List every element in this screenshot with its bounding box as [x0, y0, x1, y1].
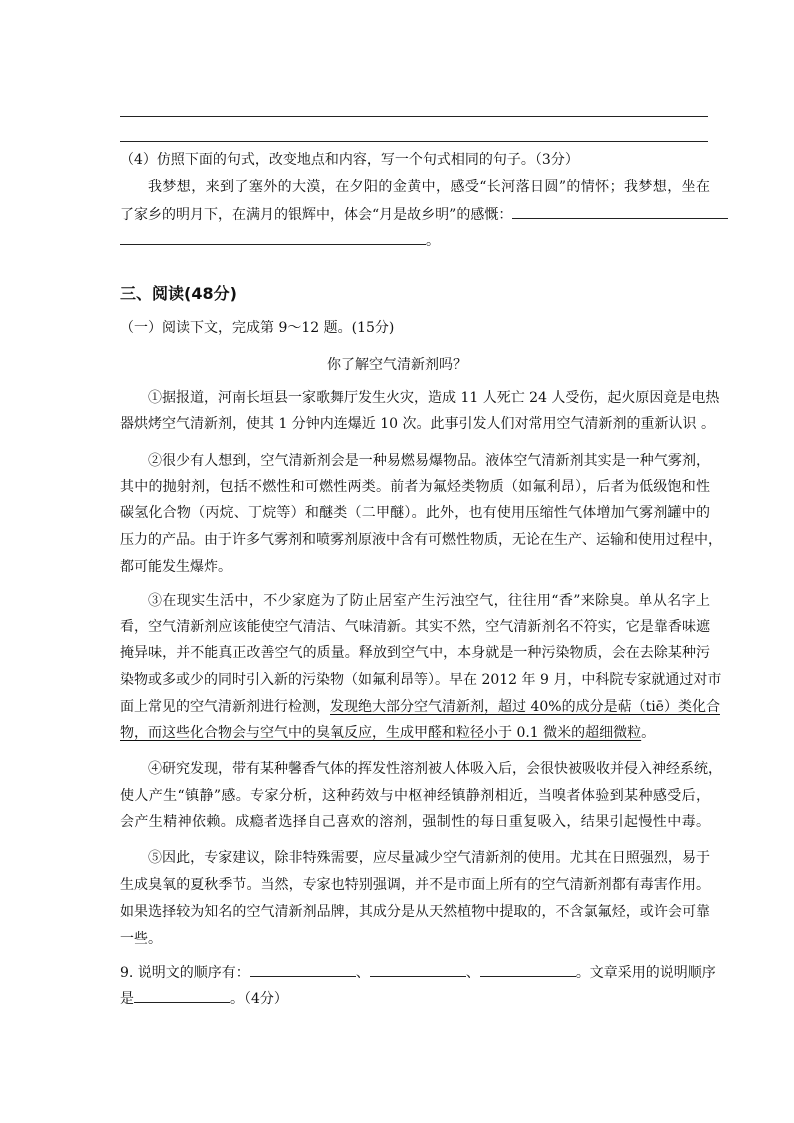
- q9-line-2: [120, 988, 710, 1012]
- p2-line-3: 碳氢化合物（丙烷、丁烷等）和醚类（二甲醚）。此外，也有使用压缩性气体增加气雾剂罐中的: [120, 505, 710, 521]
- q9-blank-2[interactable]: [370, 962, 466, 977]
- answer-line-1: [120, 116, 708, 117]
- q4-answer-line-3: [120, 230, 710, 254]
- p3-underlined-sentence-part-1: 发现绝大部分空气清新剂，超过 40%的成分是萜（tiē）类化合: [330, 699, 720, 715]
- p5-line-4: 一些。: [120, 931, 162, 947]
- part1-instruction: （一）阅读下文，完成第 9～12 题。(15分): [120, 320, 395, 336]
- q9-line-1: [120, 962, 716, 986]
- q4-example-line-2: [120, 204, 710, 228]
- q4-example-line-1: 我梦想，来到了塞外的大漠，在夕阳的金黄中，感受“长河落日圆”的情怀；我梦想，坐在: [148, 179, 710, 195]
- p2-line-1: ②很少有人想到，空气清新剂会是一种易燃易爆物品。液体空气清新剂其实是一种气雾剂，: [148, 453, 710, 469]
- p3-line-5: [120, 697, 720, 721]
- answer-line-2: [120, 141, 708, 142]
- p3-line-6: [120, 723, 710, 747]
- p2-line-5: 都可能发生爆炸。: [120, 559, 232, 575]
- p2-line-4: 压力的产品。由于许多气雾剂和喷雾剂原液中含有可燃性物质，无论在生产、运输和使用过程中，: [120, 532, 722, 548]
- q9-blank-4[interactable]: [134, 988, 230, 1003]
- p3-underlined-sentence-part-2: 物，而这些化合物会与空气中的臭氧反应，生成甲醛和粒径小于 0.1 微米的超细微粒: [120, 725, 642, 741]
- q9-prompt: 9. 说明文的顺序有：: [120, 965, 250, 981]
- p3-line-5-text: 面上常见的空气清新剂进行检测，: [120, 699, 330, 715]
- p3-line-6-end: 。: [641, 725, 656, 741]
- p5-line-3: 如果选择较为知名的空气清新剂品牌，其成分是从天然植物中提取的，不含氯氟烃，或许会可靠: [120, 904, 710, 920]
- p4-line-2: 使人产生“镇静”感。专家分析，这种药效与中枢神经镇静剂相近，当嗅者体验到某种感受后，: [120, 788, 710, 804]
- q9-prompt-end: 。文章采用的说明顺序: [575, 965, 716, 981]
- q4-answer-blank-1[interactable]: [512, 204, 728, 219]
- p3-line-2: 看，空气清新剂应该能使空气清洁、气味清新。其实不然，空气清新剂名不符实，它是靠香味遮: [120, 619, 710, 635]
- p4-line-1: ④研究发现，带有某种馨香气体的挥发性溶剂被人体吸入后，会很快被吸收并侵入神经系统，: [148, 761, 722, 777]
- p4-line-3: 会产生精神依赖。成瘾者选择自己喜欢的溶剂，强制性的每日重复吸入，结果引起慢性中毒。: [120, 814, 710, 830]
- p3-line-3: 掩异味，并不能真正改善空气的质量。释放到空气中，本身就是一种污染物质，会在去除某种污: [120, 645, 710, 661]
- p2-line-2: 其中的抛射剂，包括不燃性和可燃性两类。前者为氟烃类物质（如氟利昂），后者为低级饱和性: [120, 479, 710, 495]
- p3-line-1: ③在现实生活中，不少家庭为了防止居室产生污浊空气，往往用“香”来除臭。单从名字上: [148, 593, 710, 609]
- p3-line-4: 染物或多或少的同时引入新的污染物（如氟利昂等）。早在 2012 年 9 月，中科院专家就通过对市: [120, 672, 722, 688]
- q9-separator-2: 、: [465, 965, 480, 981]
- q4-prompt: （4）仿照下面的句式，改变地点和内容，写一个句式相同的句子。（3分）: [120, 152, 579, 168]
- q4-example-text: 了家乡的明月下，在满月的银辉中，体会“月是故乡明”的感慨：: [120, 207, 513, 223]
- q9-points: 。（4分）: [230, 991, 288, 1007]
- p5-line-1: ⑤因此，专家建议，除非特殊需要，应尽量减少空气清新剂的使用。尤其在日照强烈，易于: [148, 850, 710, 866]
- p5-line-2: 生成臭氧的夏秋季节。当然，专家也特别强调，并不是市面上所有的空气清新剂都有毒害作用。: [120, 877, 710, 893]
- article-title: 你了解空气清新剂吗？: [327, 357, 467, 373]
- p1-line-1: ①据报道，河南长垣县一家歌舞厅发生火灾，造成 11 人死亡 24 人受伤，起火原因竟是电热: [148, 390, 720, 406]
- q9-blank-3[interactable]: [480, 962, 576, 977]
- q4-answer-end: 。: [426, 233, 440, 249]
- q4-answer-blank-2[interactable]: [120, 230, 426, 245]
- q9-blank-1[interactable]: [250, 962, 356, 977]
- q9-line-2-start: 是: [120, 991, 134, 1007]
- q9-separator-1: 、: [355, 965, 370, 981]
- section-heading: 三、阅读(48分): [120, 284, 237, 303]
- p1-line-2: 器烘烤空气清新剂，使其 1 分钟内连爆近 10 次。此事引发人们对常用空气清新剂的重新认识 。: [120, 416, 715, 432]
